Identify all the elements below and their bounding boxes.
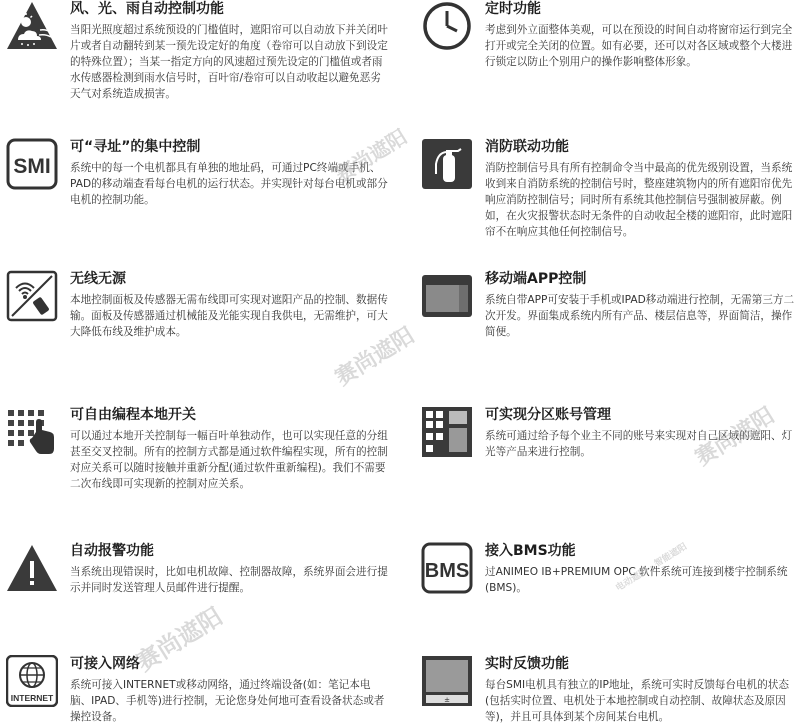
watermark: 赛尚遮阳	[330, 124, 412, 188]
feature-description: 消防控制信号具有所有控制命令当中最高的优先级别设置，当系统收到来自消防系统的控制信号时，整座建筑物内的所有遮阳帘优先响应消防控制信号；同时所有系统其他控制信号强制被屏蔽。例如，在火灾报警状态时无条件的自动收起全楼的遮阳帘，此时遮阳帘不在响应其他任何控制信号。	[485, 162, 793, 238]
tablet-icon	[421, 270, 473, 322]
wireless-icon	[6, 270, 58, 322]
feature-description: 当阳光照度超过系统预设的门槛值时，遮阳帘可以自动放下并关闭叶片或者自动翻转到某一预先设定好的角度（卷帘可以自动放下到设定的特殊位置）；当某一指定方向的风速超过预先设定的门槛值或者雨水传感器检测到雨水信号时，百叶帘/卷帘可以自动收起以避免恶劣天气对系统造成损害。	[70, 24, 388, 100]
feature-title: 可自由编程本地开关	[70, 407, 196, 423]
feature-description: 系统中的每一个电机都具有单独的地址码，可通过PC终端或手机、PAD的移动端查看每台电机的运行状态。并实现针对每台电机或部分电机的控制功能。	[70, 162, 388, 206]
feature-description: 当系统出现错误时，比如电机故障、控制器故障，系统界面会进行提示并同时发送管理人员邮件进行提醒。	[70, 566, 388, 594]
clock-icon	[421, 0, 473, 52]
feature-title: 定时功能	[485, 1, 541, 17]
feedback-panel-icon	[421, 655, 473, 707]
feature-description: 系统可接入INTERNET或移动网络，通过终端设备(如：笔记本电脑、IPAD、手机等)进行控制，无论您身处何地可查看设备状态或者操控设备。	[70, 679, 385, 723]
feature-title: 自动报警功能	[70, 543, 154, 559]
feature-title: 可“寻址”的集中控制	[70, 139, 201, 155]
feature-description: 本地控制面板及传感器无需布线即可实现对遮阳产品的控制、数据传输。面板及传感器通过机械能及光能实现自我供电，无需维护，可大大降低布线及维护成本。	[70, 294, 388, 338]
keypad-touch-icon	[6, 406, 58, 458]
fire-extinguisher-icon	[421, 138, 473, 190]
feature-title: 接入BMS功能	[485, 543, 576, 559]
watermark: 赛尚遮阳	[691, 403, 780, 472]
feature-title: 风、光、雨自动控制功能	[70, 1, 224, 17]
feature-title: 无线无源	[70, 271, 126, 287]
feature-title: 实时反馈功能	[485, 656, 569, 672]
smi-icon-label: SMI	[13, 155, 51, 178]
smi-icon	[6, 138, 58, 190]
watermark-subtext: 电动遮阳 · 智能遮阳	[614, 541, 689, 594]
feature-description: 每台SMI电机具有独立的IP地址，系统可实时反馈每台电机的状态(包括实时位置、电机处于本地控制或自动控制、故障状态及原因等)，并且可具体到某个房间某台电机。	[485, 679, 789, 723]
weather-icon	[6, 0, 58, 52]
watermark: 赛尚遮阳	[331, 323, 420, 392]
zone-grid-icon	[421, 406, 473, 458]
warning-icon	[6, 542, 58, 594]
feature-title: 可实现分区账号管理	[485, 407, 611, 423]
feature-description: 系统可通过给予每个业主不同的账号来实现对自己区域的遮阳、灯光等产品来进行控制。	[485, 430, 793, 458]
feature-description: 考虑到外立面整体美观，可以在预设的时间自动将窗帘运行到完全打开或完全关闭的位置。如有必要，还可以对各区域或整个大楼进行锁定以防止个别用户的操作影响整体形象。	[485, 24, 793, 68]
feature-title: 移动端APP控制	[485, 271, 587, 287]
feature-description: 系统自带APP可安装于手机或IPAD移动端进行控制，无需第三方二次开发。界面集成系统内所有产品、楼层信息等，界面简洁，操作简便。	[485, 294, 795, 338]
feature-title: 消防联动功能	[485, 139, 569, 155]
svg-text:±: ±	[444, 696, 450, 704]
internet-icon-label: INTERNET	[10, 693, 54, 703]
watermark: 赛尚遮阳	[131, 602, 228, 677]
bms-icon-label: BMS	[424, 560, 470, 582]
feature-description: 可以通过本地开关控制每一幅百叶单独动作，也可以实现任意的分组甚至交叉控制。所有的控制方式都是通过软件编程实现，所有的控制对应关系可以随时接触并重新分配(通过软件重新编程)。我们不需要二次布线即可实现新的控制对应关系。	[70, 430, 388, 490]
bms-icon	[421, 542, 473, 594]
feature-title: 可接入网络	[70, 656, 140, 672]
internet-globe-icon	[6, 655, 58, 707]
feature-description: 过ANIMEO IB+PREMIUM OPC 软件系统可连接到楼宇控制系统(BMS)。	[485, 566, 788, 594]
